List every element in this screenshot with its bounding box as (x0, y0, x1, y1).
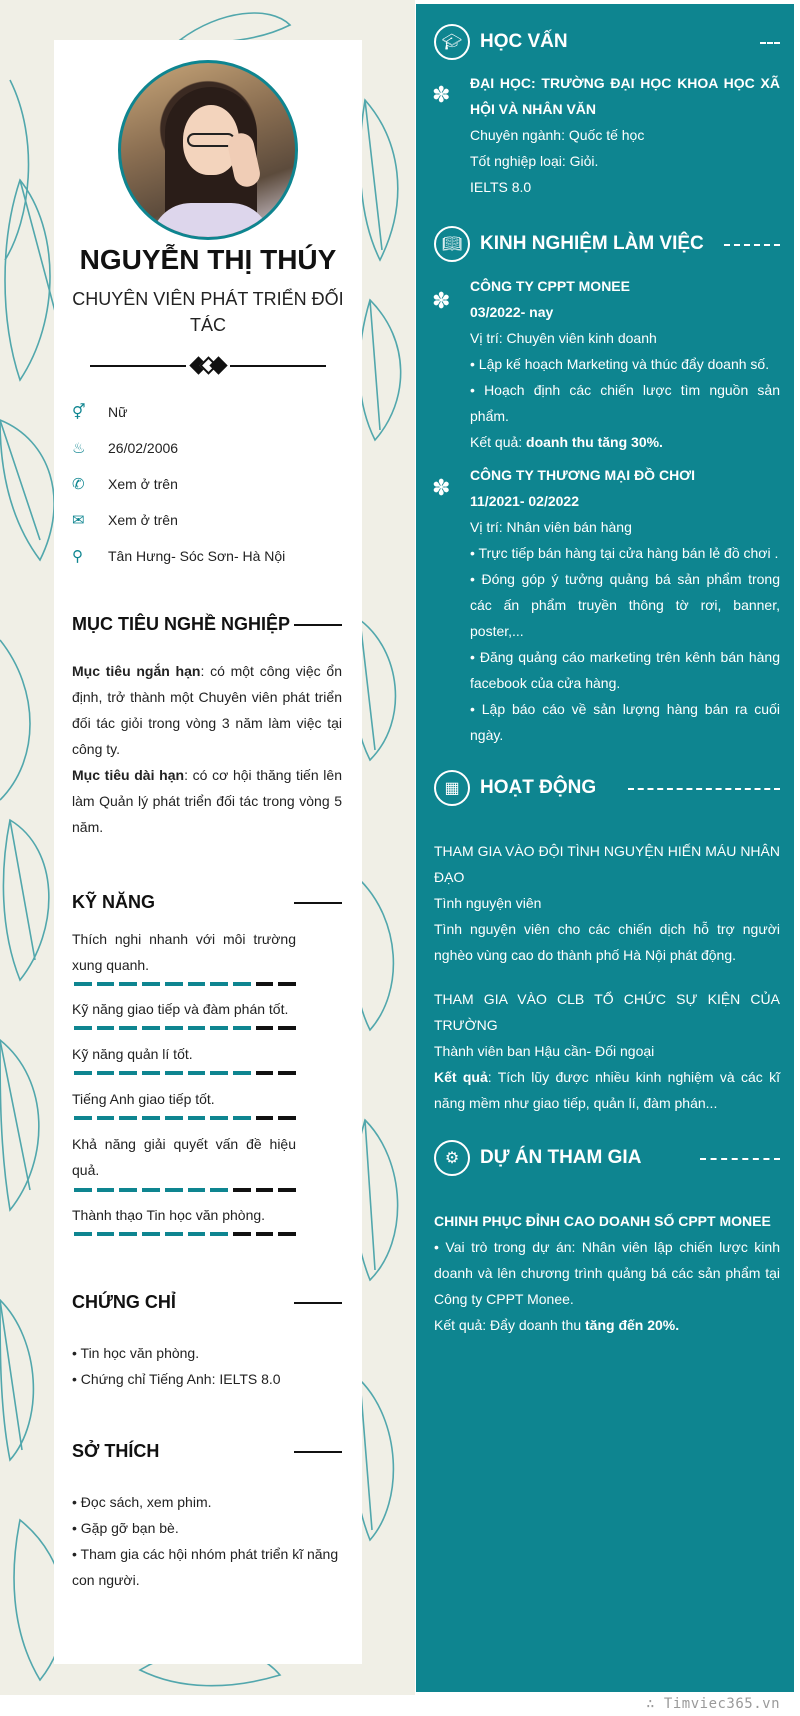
skill-bar-segment (188, 1026, 206, 1030)
skill-bar-segment (142, 1188, 160, 1192)
calendar-icon: ▦ (434, 770, 470, 806)
skill-bar (74, 1232, 296, 1236)
location-pin-icon: ⚲ (72, 548, 83, 565)
info-phone: ✆ Xem ở trên (72, 476, 178, 493)
skill-bar-segment (188, 1071, 206, 1075)
info-address: ⚲ Tân Hưng- Sóc Sơn- Hà Nội (72, 548, 286, 565)
skill-bar-segment (256, 1116, 274, 1120)
skill-bar-segment (256, 1232, 274, 1236)
skill-bar-segment (210, 1026, 228, 1030)
list-item: • Đọc sách, xem phim. (72, 1494, 212, 1510)
skills-rule (294, 902, 342, 904)
skill-bar-segment (97, 1116, 115, 1120)
skill-bar-segment (97, 1188, 115, 1192)
skill-bar-segment (233, 982, 251, 986)
skill-bar-segment (188, 1116, 206, 1120)
skill-bar-segment (74, 1071, 92, 1075)
skill-bar-segment (97, 1026, 115, 1030)
education-header (434, 24, 568, 60)
skill-bar (74, 1116, 296, 1120)
job-entry: CÔNG TY THƯƠNG MẠI ĐỒ CHƠI 11/2021- 02/2022 Vị trí: Nhân viên bán hàng • Trực tiếp bán hàng tại cửa hàng bán lẻ đồ chơi . • Đóng góp ý tưởng quảng bá sản phẩm trong các ấn phẩm truyền thông tờ rơi, banner, poster,... • Đăng quảng cáo marketing trên kênh bán hàng facebook của cửa hàng. • Lập báo cáo về sản lượng hàng bán ra cuối ngày. (470, 467, 780, 743)
skill-bar-segment (188, 1188, 206, 1192)
skill-bar-segment (210, 1116, 228, 1120)
flower-bullet-icon: ✽ (432, 82, 451, 107)
education-dash (760, 42, 780, 44)
flower-bullet-icon: ✽ (432, 475, 451, 500)
skill-bar-segment (97, 1232, 115, 1236)
list-item: • Tin học văn phòng. (72, 1345, 200, 1361)
skill-bar-segment (233, 1232, 251, 1236)
skill-bar-segment (165, 1071, 183, 1075)
skill-bar-segment (233, 1071, 251, 1075)
hobbies-rule (294, 1451, 342, 1453)
skill-bar-segment (278, 982, 296, 986)
skill-bar-segment (74, 1232, 92, 1236)
skill-label: Khả năng giải quyết vấn đề hiệu quả. (72, 1136, 296, 1178)
skill-bar-segment (119, 1026, 137, 1030)
certificates-heading: CHỨNG CHỈ (72, 1292, 176, 1312)
skill-label: Thích nghi nhanh với môi trường xung quanh. (72, 931, 296, 973)
info-email: ✉ Xem ở trên (72, 512, 178, 529)
birthday-cake-icon: ♨ (72, 440, 86, 457)
candidate-name: NGUYỄN THỊ THÚY (79, 244, 337, 275)
skill-bar-segment (119, 1071, 137, 1075)
lightbulb-gear-icon: ⚙ (434, 1140, 470, 1176)
certificates-list (72, 1340, 342, 1392)
list-item: • Gặp gỡ bạn bè. (72, 1520, 179, 1536)
objective-rule (294, 624, 342, 626)
skill-bar-segment (119, 1188, 137, 1192)
skill-bar-segment (278, 1188, 296, 1192)
skill-label: Thành thạo Tin học văn phòng. (72, 1207, 266, 1223)
certificates-rule (294, 1302, 342, 1304)
name-divider (90, 356, 326, 376)
activities-dash (628, 788, 780, 790)
experience-dash (724, 244, 780, 246)
hobbies-heading: SỞ THÍCH (72, 1441, 160, 1461)
skill-bar-segment (165, 1232, 183, 1236)
education-heading: HỌC VẤN (480, 31, 568, 52)
skill-bar-segment (233, 1188, 251, 1192)
gender-icon: ⚥ (72, 404, 86, 421)
skill-bar-segment (256, 1188, 274, 1192)
skill-bar-segment (74, 1026, 92, 1030)
skill-bar-segment (97, 1071, 115, 1075)
skill-label: Kỹ năng quản lí tốt. (72, 1046, 193, 1062)
left-content-card (54, 40, 362, 1664)
phone-icon: ✆ (72, 476, 85, 493)
skill-bar-segment (142, 1026, 160, 1030)
skill-bar-segment (188, 982, 206, 986)
skill-bar-segment (74, 1116, 92, 1120)
book-icon: 📖︎ (434, 226, 470, 262)
skill-bar-segment (233, 1116, 251, 1120)
objective-text: Mục tiêu ngắn hạn: có một công việc ổn định, trở thành một Chuyên viên phát triển đối tác giỏi trong vòng 3 năm làm việc tại công ty. Mục tiêu dài hạn: có cơ hội thăng tiến lên làm Quản lý phát triển đối tác trong vòng 5 năm. (72, 663, 342, 835)
projects-header (434, 1140, 641, 1176)
projects-heading: DỰ ÁN THAM GIA (480, 1147, 642, 1168)
candidate-title: CHUYÊN VIÊN PHÁT TRIỂN ĐỐI TÁC (72, 289, 344, 335)
skill-bar-segment (119, 982, 137, 986)
skill-bar-segment (278, 1026, 296, 1030)
skill-bar-segment (210, 1188, 228, 1192)
activity-entry: THAM GIA VÀO ĐỘI TÌNH NGUYỆN HIẾN MÁU NHÂN ĐẠO Tình nguyện viên Tình nguyện viên cho các chiến dịch hỗ trợ người nghèo vùng cao do thành phố Hà Nội phát động. (434, 843, 780, 963)
skill-bar (74, 1071, 296, 1075)
skill-bar-segment (210, 1232, 228, 1236)
skill-bar-segment (165, 1188, 183, 1192)
skill-bar-segment (256, 982, 274, 986)
skill-bar-segment (256, 1026, 274, 1030)
skill-bar-segment (256, 1071, 274, 1075)
skill-bar-segment (165, 1026, 183, 1030)
list-item: • Chứng chỉ Tiếng Anh: IELTS 8.0 (72, 1371, 281, 1387)
skill-bar-segment (210, 1071, 228, 1075)
envelope-icon: ✉ (72, 512, 85, 529)
job-entry: CÔNG TY CPPT MONEE 03/2022- nay Vị trí: Chuyên viên kinh doanh • Lập kế hoạch Marketing và thúc đẩy doanh số. • Hoạch định các chiến lược tìm nguồn sản phẩm. Kết quả: doanh thu tăng 30%. (470, 278, 780, 450)
graduation-cap-icon: 🎓︎ (434, 24, 470, 60)
objective-heading: MỤC TIÊU NGHỀ NGHIỆP (72, 614, 291, 634)
skill-bar-segment (97, 982, 115, 986)
skill-bar-segment (142, 982, 160, 986)
project-entry: CHINH PHỤC ĐỈNH CAO DOANH SỐ CPPT MONEE • Vai trò trong dự án: Nhân viên lập chiến lược kinh doanh và lên chương trình quảng bá các sản phẩm tại Công ty CPPT Monee. Kết quả: Đẩy doanh thu tăng đến 20%. (434, 1213, 780, 1333)
skill-bar (74, 1026, 296, 1030)
brand-watermark: ∴ Timviec365.vn (646, 1696, 780, 1712)
avatar (118, 60, 298, 240)
skill-bar-segment (119, 1232, 137, 1236)
info-gender: ⚥ Nữ (72, 404, 128, 421)
experience-header (434, 226, 704, 262)
flower-bullet-icon: ✽ (432, 288, 451, 313)
skill-bar-segment (210, 982, 228, 986)
skill-bar (74, 1188, 296, 1192)
activities-header (434, 770, 596, 806)
skill-label: Kỹ năng giao tiếp và đàm phán tốt. (72, 1001, 289, 1017)
skill-bar (74, 982, 296, 986)
activities-heading: HOẠT ĐỘNG (480, 777, 597, 798)
skills-heading: KỸ NĂNG (72, 892, 156, 912)
skill-bar-segment (188, 1232, 206, 1236)
skill-bar-segment (165, 1116, 183, 1120)
projects-dash (700, 1158, 780, 1160)
education-details: ĐẠI HỌC: TRƯỜNG ĐẠI HỌC KHOA HỌC XÃ HỘI VÀ NHÂN VĂN Chuyên ngành: Quốc tế học Tốt nghiệp loại: Giỏi. IELTS 8.0 (470, 75, 780, 195)
skill-bar-segment (278, 1071, 296, 1075)
experience-heading: KINH NGHIỆM LÀM VIỆC (480, 233, 704, 254)
skill-bar-segment (142, 1232, 160, 1236)
info-birthday: ♨ 26/02/2006 (72, 440, 179, 457)
skill-bar-segment (119, 1116, 137, 1120)
skill-bar-segment (165, 982, 183, 986)
skill-bar-segment (278, 1232, 296, 1236)
contact-info (72, 394, 352, 574)
skill-bar-segment (74, 982, 92, 986)
list-item: • Tham gia các hội nhóm phát triển kĩ năng con người. (72, 1546, 339, 1588)
skill-bar-segment (233, 1026, 251, 1030)
activity-entry: THAM GIA VÀO CLB TỔ CHỨC SỰ KIỆN CỦA TRƯỜNG Thành viên ban Hậu cần- Đối ngoại Kết quả: Tích lũy được nhiều kinh nghiệm và các kĩ năng mềm như giao tiếp, quản lí, đàm phán... (434, 991, 780, 1111)
skill-bar-segment (142, 1116, 160, 1120)
skill-bar-segment (142, 1071, 160, 1075)
skill-bar-segment (74, 1188, 92, 1192)
skill-label: Tiếng Anh giao tiếp tốt. (72, 1091, 215, 1107)
hobbies-list (72, 1489, 342, 1593)
skill-bar-segment (278, 1116, 296, 1120)
